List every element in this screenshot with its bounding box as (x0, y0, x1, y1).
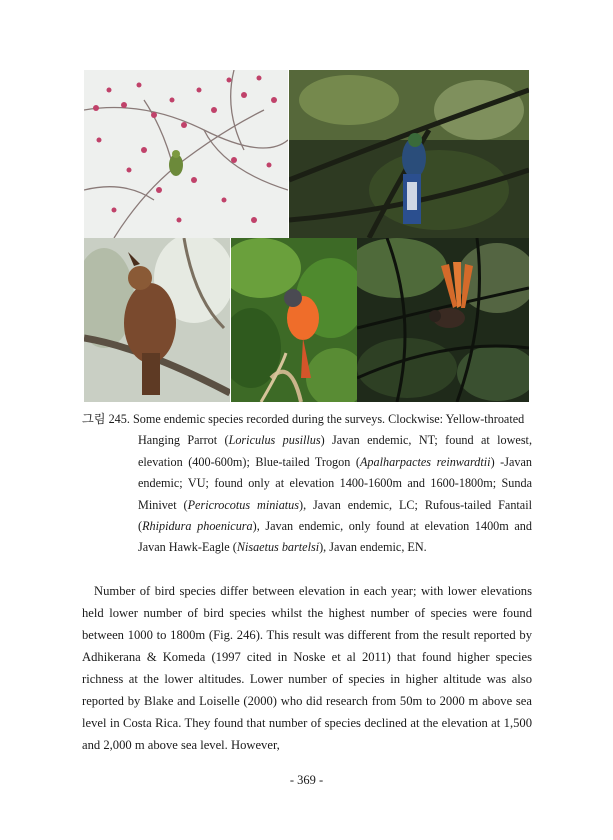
caption-seg: ), Javan endemic, EN. (319, 540, 427, 555)
photo-hanging-parrot (84, 70, 288, 238)
caption-body (82, 430, 532, 558)
photo-blue-tailed-trogon (289, 70, 529, 238)
photo-sunda-minivet (231, 238, 357, 402)
photo-rufous-tailed-fantail (357, 238, 529, 402)
photo-javan-hawk-eagle (84, 238, 230, 402)
species-name: Apalharpactes reinwardtii (359, 454, 491, 469)
caption-seg: ) -Javan endemic; VU; found only at elevation 1400-1600m and 1600-1800m; Sunda Minivet ( (138, 454, 532, 512)
caption-seg: ), Javan endemic, only found at elevation 1400m and Javan Hawk-Eagle ( (138, 519, 532, 555)
page-number: - 369 - (289, 773, 324, 787)
body-paragraph: Number of bird species differ between elevation in each year; with lower elevations held lower number of bird species whilst the highest number of species were found between 1000 to 1800m (Fig. 246). This result was different from the result reported by Adhikerana & Komeda (1997 cited in Noske et al 2011) that found higher species richness at the lower altitudes. Lower number of species in higher altitude was also reported by Blake and Loiselle (2000) who did research from 50m to 2000 m above sea level in Costa Rica. They found that number of species declined at the elevation at 1,500 and 2,000 m above sea level. However, (82, 584, 532, 752)
caption-label: 그림 245. (82, 412, 130, 426)
figure-caption (82, 409, 532, 559)
species-name: Loriculus pusillus (228, 433, 321, 448)
caption-seg: ) Javan endemic, NT; found at lowest, elevation (400-600m); Blue-tailed Trogon ( (138, 433, 532, 469)
caption-seg: ), Javan endemic, LC; Rufous-tailed Fantail ( (138, 497, 532, 534)
species-name: Nisaetus bartelsi (236, 540, 320, 555)
species-name: Pericrocotus miniatus (187, 497, 300, 512)
body-text (82, 580, 532, 756)
caption-line1: Some endemic species recorded during the surveys. Clockwise: Yellow-throated (132, 412, 525, 426)
species-name: Rhipidura phoenicura (142, 519, 253, 534)
caption-first-line (82, 409, 532, 430)
caption-seg: Hanging Parrot ( (138, 433, 229, 448)
